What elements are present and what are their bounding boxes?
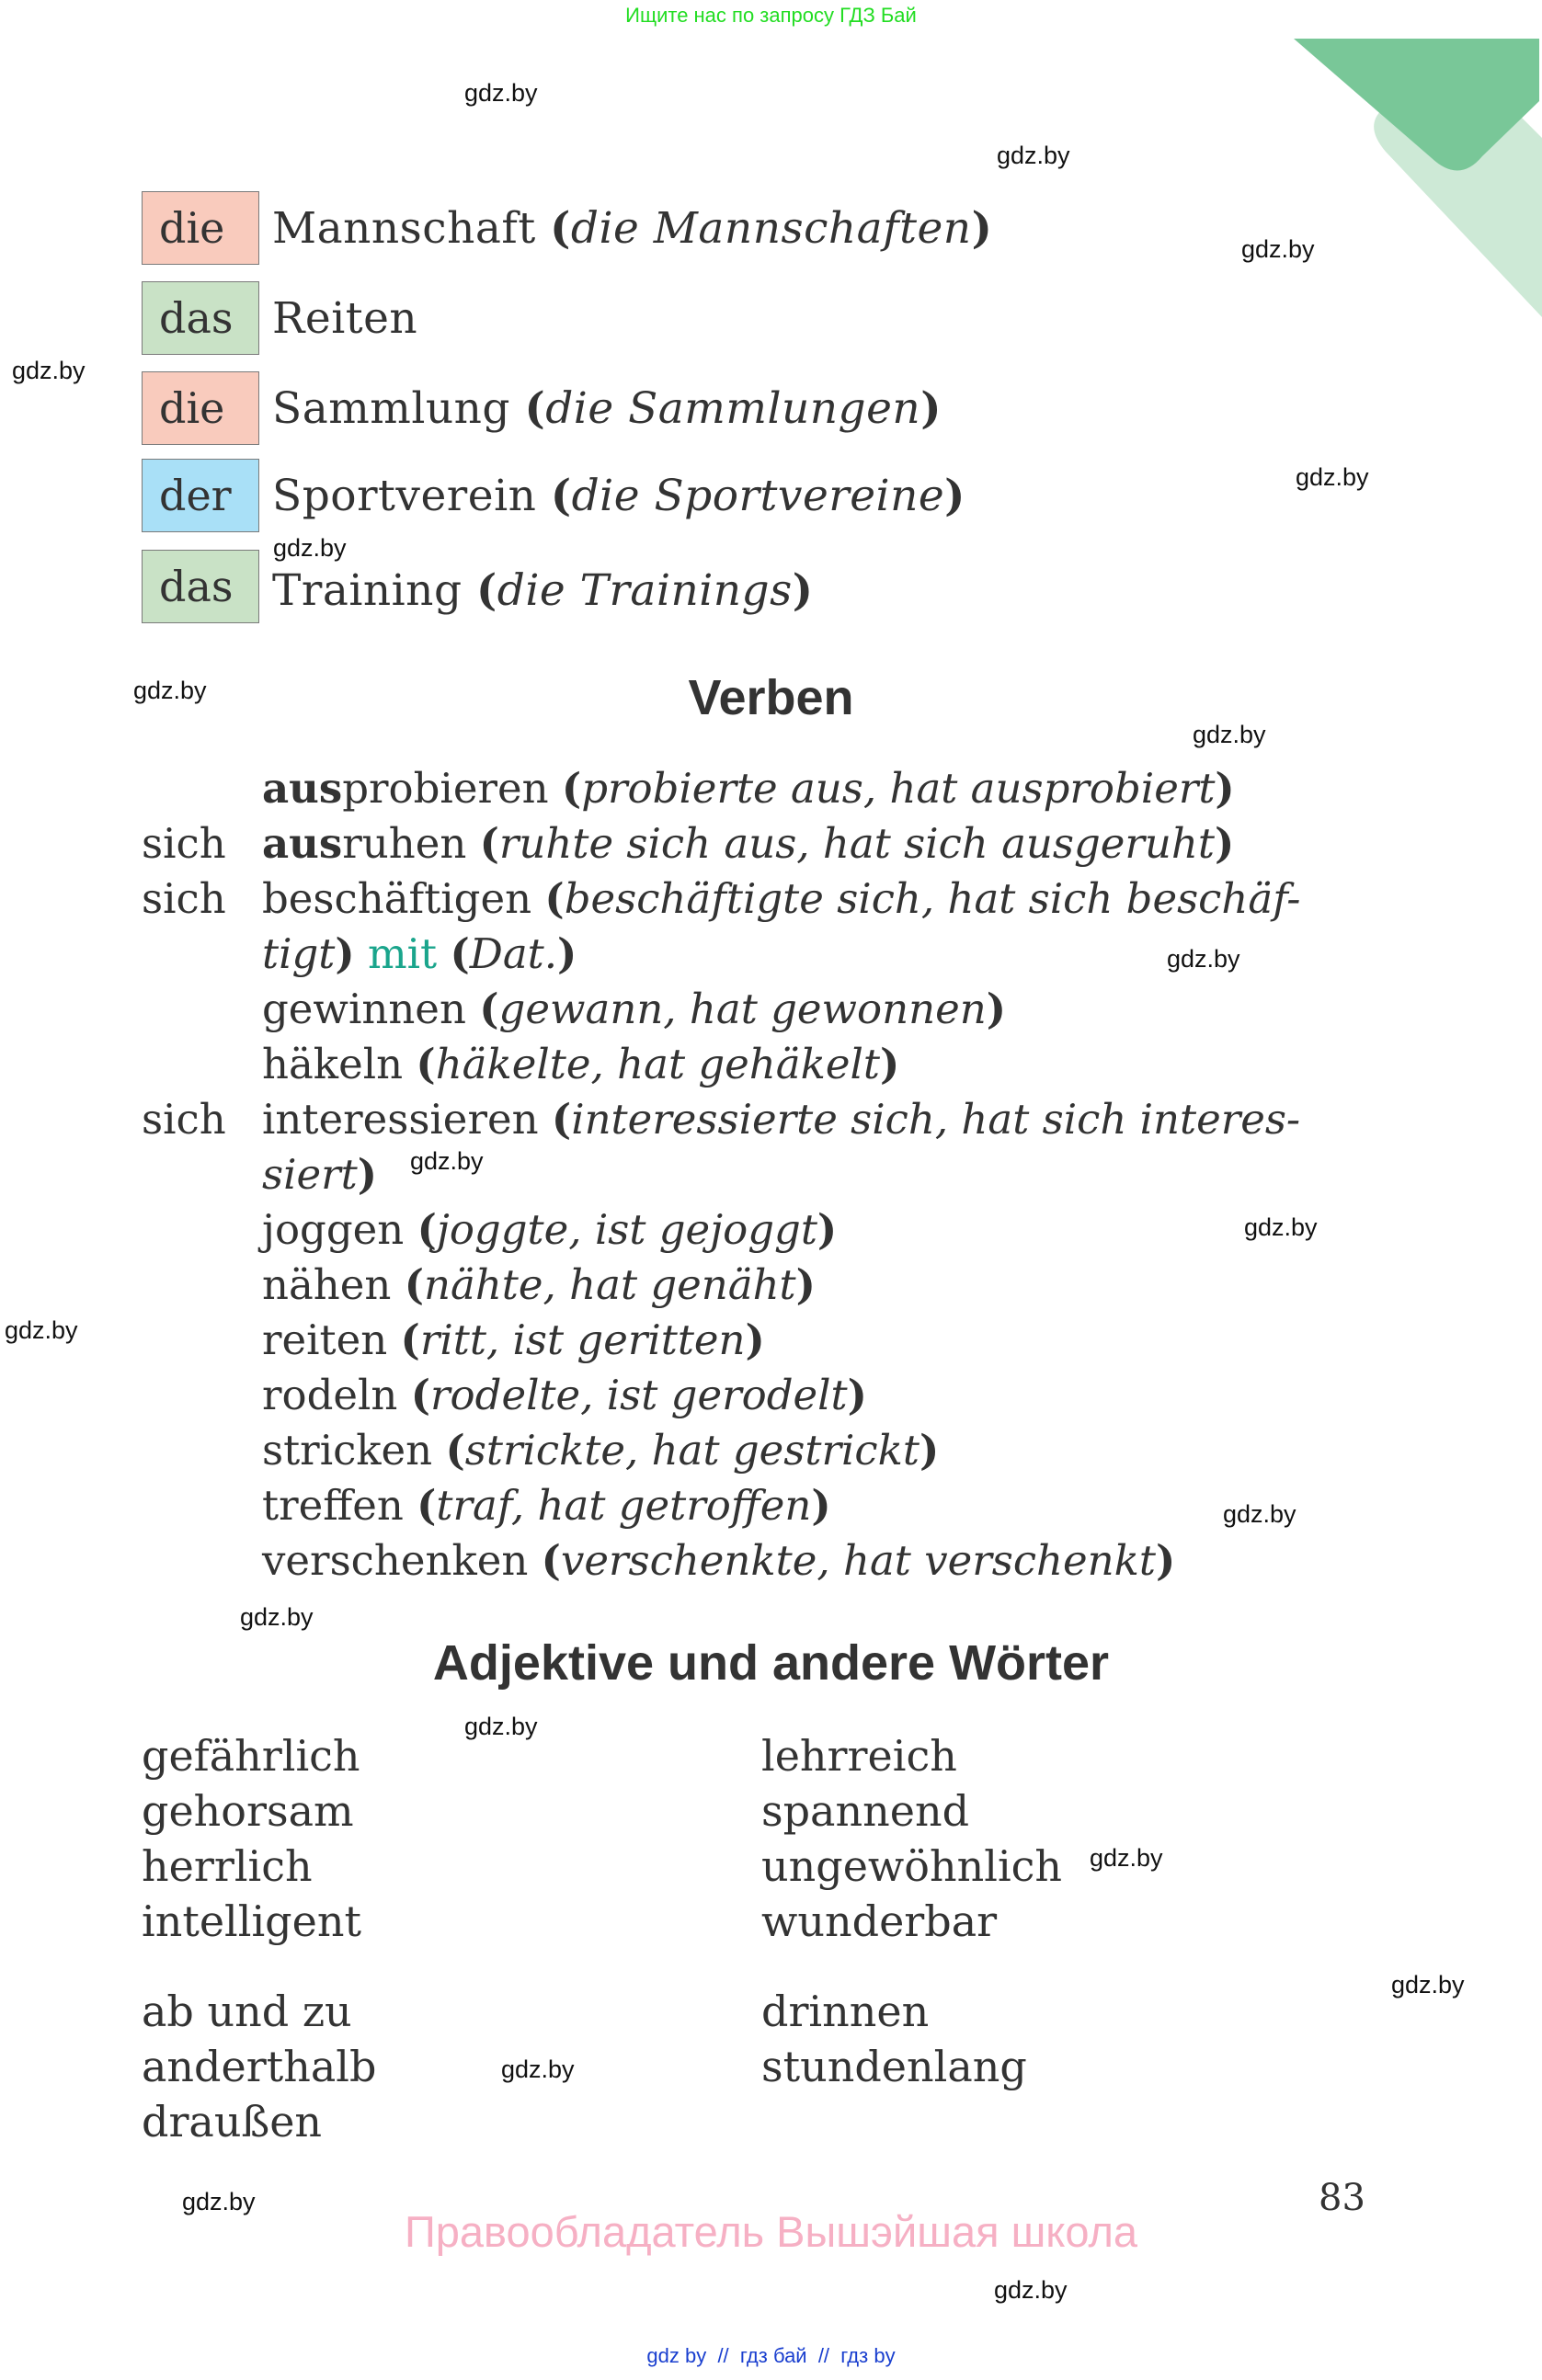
noun-word: Sportverein <box>272 470 537 521</box>
paren: ( <box>445 1426 465 1475</box>
paren: ( <box>550 470 572 521</box>
vocab-word: stundenlang <box>761 2042 1027 2091</box>
paren: ( <box>404 1260 425 1309</box>
paren: ( <box>417 1205 437 1254</box>
paren: ( <box>416 1040 436 1088</box>
verb-infinitive: probieren <box>342 764 549 813</box>
noun-row <box>142 370 942 446</box>
watermark-text: gdz.by <box>464 1713 538 1740</box>
paren: ) <box>795 1260 816 1309</box>
verb-entry <box>262 1423 939 1478</box>
watermark-text: gdz.by <box>5 1316 78 1344</box>
watermark-text: gdz.by <box>1167 945 1240 973</box>
search-banner: Ищите нас по запросу ГДЗ Бай <box>625 4 917 27</box>
paren: ( <box>544 874 565 923</box>
paren: ) <box>1156 1536 1176 1585</box>
verb-entry <box>262 871 1300 927</box>
verb-infinitive: ruhen <box>342 819 467 868</box>
verb-forms: probierte aus, hat ausprobiert <box>581 764 1216 813</box>
verb-forms: strickte, hat gestrickt <box>464 1426 919 1475</box>
preposition: mit <box>367 929 438 978</box>
noun-row <box>142 549 814 624</box>
vocab-word: intelligent <box>142 1896 361 1946</box>
watermark-text: gdz.by <box>1090 1844 1163 1872</box>
verb-forms: joggte, ist gejoggt <box>436 1205 817 1254</box>
article-box-die: die <box>142 371 259 445</box>
noun-row <box>142 190 992 266</box>
paren: ( <box>475 564 497 616</box>
vocab-word: drinnen <box>761 1987 930 2036</box>
verb-infinitive: rodeln <box>262 1371 398 1419</box>
paren: ( <box>541 1536 561 1585</box>
paren: ) <box>817 1205 838 1254</box>
paren: ) <box>1215 764 1235 813</box>
verb-entry <box>262 1478 831 1533</box>
noun-word: Training <box>272 564 463 616</box>
article-box-die: die <box>142 191 259 265</box>
watermark-text: gdz.by <box>133 677 207 704</box>
noun-word: Mannschaft <box>272 202 536 254</box>
vocab-word: lehrreich <box>761 1731 957 1781</box>
watermark-text: gdz.by <box>1193 721 1266 748</box>
vocab-word: wunderbar <box>761 1896 998 1946</box>
verb-entry <box>262 761 1235 816</box>
reflexive-pronoun: sich <box>142 1095 226 1144</box>
noun-plural: die Trainings <box>497 564 793 616</box>
paren: ) <box>971 202 993 254</box>
verb-infinitive: interessieren <box>262 1095 539 1144</box>
paren: ) <box>879 1040 900 1088</box>
vocab-word: anderthalb <box>142 2042 377 2091</box>
watermark-text: gdz.by <box>994 2276 1068 2304</box>
paren: ( <box>561 764 582 813</box>
verb-forms: siert <box>262 1150 358 1199</box>
verb-forms: traf, hat getroffen <box>436 1481 812 1530</box>
verb-forms: gewann, hat gewonnen <box>498 985 987 1033</box>
watermark-text: gdz.by <box>501 2055 575 2083</box>
watermark-text: gdz.by <box>240 1603 314 1631</box>
paren: ( <box>479 985 499 1033</box>
watermark-text: gdz.by <box>273 534 347 562</box>
verb-entry <box>262 927 577 982</box>
verb-forms: verschenkte, hat verschenkt <box>560 1536 1157 1585</box>
separable-prefix: aus <box>262 764 343 813</box>
verb-entry <box>262 1037 899 1092</box>
verb-entry <box>262 1533 1175 1589</box>
watermark-text: gdz.by <box>410 1147 484 1175</box>
watermark-text: gdz.by <box>1244 1213 1318 1241</box>
verb-entry <box>262 1202 837 1258</box>
noun-word: Sammlung <box>272 382 511 434</box>
paren: ) <box>919 1426 940 1475</box>
watermark-text: gdz.by <box>1241 235 1315 263</box>
verb-infinitive: stricken <box>262 1426 433 1475</box>
vocab-word: herrlich <box>142 1841 313 1891</box>
noun-plural: die Sportvereine <box>571 470 945 521</box>
paren: ) <box>920 382 942 434</box>
paren: ( <box>417 1481 437 1530</box>
page-number: 83 <box>1319 2177 1365 2219</box>
paren: ( <box>479 819 499 868</box>
verb-infinitive: gewinnen <box>262 985 466 1033</box>
verb-infinitive: verschenken <box>262 1536 529 1585</box>
verb-entry <box>262 1147 377 1202</box>
noun-entry <box>272 383 942 434</box>
watermark-text: gdz.by <box>182 2188 256 2215</box>
vocab-word: draußen <box>142 2097 323 2147</box>
verb-infinitive: treffen <box>262 1481 404 1530</box>
paren: ) <box>557 929 577 978</box>
verb-entry <box>262 982 1006 1037</box>
paren: ) <box>944 470 965 521</box>
verb-forms: interessierte sich, hat sich interes- <box>571 1095 1301 1144</box>
watermark-text: gdz.by <box>1391 1971 1465 1999</box>
verb-infinitive: häkeln <box>262 1040 404 1088</box>
paren: ) <box>847 1371 867 1419</box>
verb-forms: rodelte, ist gerodelt <box>430 1371 848 1419</box>
footer-links[interactable]: gdz by // гдз бай // гдз by <box>646 2344 896 2367</box>
section-title-adjektive: Adjektive und andere Wörter <box>432 1635 1110 1691</box>
verb-entry <box>262 1258 816 1313</box>
verb-forms: ritt, ist geritten <box>419 1315 746 1364</box>
paren: ) <box>357 1150 378 1199</box>
watermark-text: gdz.by <box>1223 1500 1296 1528</box>
paren: ( <box>550 202 571 254</box>
noun-entry <box>272 565 814 616</box>
verb-forms: tigt <box>262 929 336 978</box>
paren: ) <box>745 1315 765 1364</box>
paren: ) <box>1214 819 1235 868</box>
noun-row <box>142 280 417 356</box>
vocab-word: spannend <box>761 1786 970 1836</box>
watermark-text: gdz.by <box>12 357 86 384</box>
noun-row <box>142 458 965 533</box>
vocab-word: ungewöhnlich <box>761 1841 1063 1891</box>
verb-infinitive: joggen <box>262 1205 405 1254</box>
verb-forms: häkelte, hat gehäkelt <box>435 1040 880 1088</box>
vocab-word: gehorsam <box>142 1786 354 1836</box>
section-title-verben: Verben <box>688 670 854 725</box>
noun-word: Reiten <box>272 292 418 344</box>
verb-infinitive: reiten <box>262 1315 388 1364</box>
reflexive-pronoun: sich <box>142 819 226 868</box>
paren: ( <box>551 1095 572 1144</box>
verb-forms: ruhte sich aus, hat sich ausgeruht <box>498 819 1215 868</box>
case-label: Dat. <box>469 929 558 978</box>
corner-decoration <box>1285 0 1542 349</box>
paren: ( <box>400 1315 420 1364</box>
verb-entry <box>262 1368 867 1423</box>
article-box-das: das <box>142 281 259 355</box>
verb-forms: nähte, hat genäht <box>424 1260 796 1309</box>
copyright-notice: Правообладатель Вышэйшая школа <box>404 2207 1138 2256</box>
reflexive-pronoun: sich <box>142 874 226 923</box>
verb-entry <box>262 1092 1300 1147</box>
verb-entry <box>262 1313 765 1368</box>
vocab-word: gefährlich <box>142 1731 360 1781</box>
noun-entry <box>272 203 992 254</box>
vocab-word: ab und zu <box>142 1987 352 2036</box>
paren: ( <box>410 1371 431 1419</box>
watermark-text: gdz.by <box>464 79 538 107</box>
paren: ) <box>811 1481 831 1530</box>
article-box-der: der <box>142 459 259 532</box>
noun-plural: die Sammlungen <box>545 382 921 434</box>
verb-forms: beschäftigte sich, hat sich beschäf- <box>564 874 1301 923</box>
watermark-text: gdz.by <box>997 142 1070 169</box>
noun-entry <box>272 293 417 344</box>
noun-entry <box>272 471 965 521</box>
noun-plural: die Mannschaften <box>570 202 972 254</box>
verb-infinitive: beschäftigen <box>262 874 532 923</box>
separable-prefix: aus <box>262 819 343 868</box>
paren: ( <box>450 929 470 978</box>
watermark-text: gdz.by <box>1296 463 1369 491</box>
verb-infinitive: nähen <box>262 1260 392 1309</box>
paren: ) <box>986 985 1007 1033</box>
article-box-das: das <box>142 550 259 623</box>
paren: ( <box>524 382 546 434</box>
paren: ) <box>335 929 355 978</box>
paren: ) <box>792 564 814 616</box>
verb-entry <box>262 816 1234 871</box>
